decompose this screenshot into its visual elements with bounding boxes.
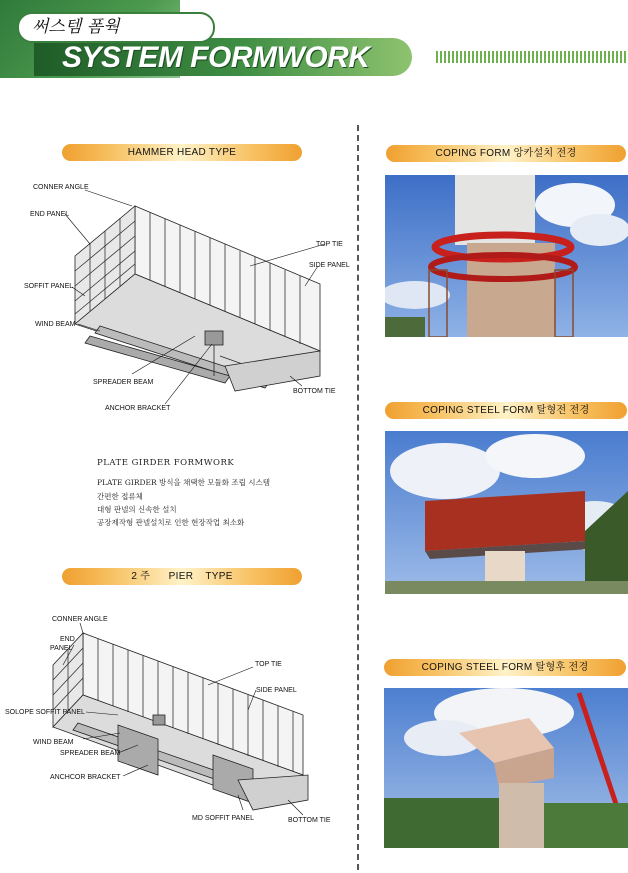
hh-bottom-tie-callout: BOTTOM TIE [293, 388, 336, 395]
pier-spreader-beam-callout: SPREADER BEAM [60, 750, 121, 757]
plate-girder-line-2: 간편한 접류체 [97, 492, 143, 501]
hh-soffit-panel-callout: SOFFIT PANEL [24, 283, 74, 290]
pier-top-tie-callout: TOP TIE [255, 661, 282, 668]
hh-conner-angle-callout: CONNER ANGLE [33, 184, 89, 191]
pier-bottom-tie-callout: BOTTOM TIE [288, 817, 331, 824]
plate-girder-line-4: 공장제작형 판넬설치로 인한 현장작업 최소화 [97, 518, 245, 527]
plate-girder-heading: PLATE GIRDER FORMWORK [97, 458, 235, 468]
hammer-head-type-label: HAMMER HEAD TYPE [62, 144, 302, 161]
header-title-english: SYSTEM FORMWORK [62, 41, 370, 74]
coping-form-anchor-photo [385, 175, 628, 337]
pier-panel-callout: PANEL [50, 645, 73, 652]
photo-1-label: COPING FORM 앙카설치 전경 [386, 145, 626, 162]
plate-girder-line-1: PLATE GIRDER 방식을 채택한 모듈화 조립 시스템 [97, 478, 270, 487]
photo-3-label: COPING STEEL FORM 탈형후 전경 [384, 659, 626, 676]
pier-end-callout: END [60, 636, 75, 643]
hammer-head-diagram [20, 176, 360, 416]
header-title-korean: 써스템 폼웍 [17, 12, 215, 43]
coping-steel-form-before-photo [385, 431, 628, 594]
hh-top-tie-callout: TOP TIE [316, 241, 343, 248]
pier-solope-soffit-panel-callout: SOLOPE SOFFIT PANEL [5, 709, 85, 716]
pier-side-panel-callout: SIDE PANEL [256, 687, 297, 694]
hh-spreader-beam-callout: SPREADER BEAM [93, 379, 154, 386]
pier-conner-angle-callout: CONNER ANGLE [52, 616, 108, 623]
header-tick-decoration [436, 51, 626, 63]
hh-side-panel-callout: SIDE PANEL [309, 262, 350, 269]
plate-girder-line-3: 대형 판넬의 신속한 설치 [97, 505, 177, 514]
hh-end-panel-callout: END PANEL [30, 211, 70, 218]
pier-type-label: 2 주 PIER TYPE [62, 568, 302, 585]
pier-wind-beam-callout: WIND BEAM [33, 739, 74, 746]
hh-anchor-bracket-callout: ANCHOR BRACKET [105, 405, 171, 412]
pier-md-soffit-panel-callout: MD SOFFIT PANEL [192, 815, 254, 822]
coping-steel-form-after-photo [384, 688, 628, 848]
pier-anchcor-bracket-callout: ANCHCOR BRACKET [50, 774, 121, 781]
photo-2-label: COPING STEEL FORM 탈형전 전경 [385, 402, 627, 419]
hh-wind-beam-callout: WIND BEAM [35, 321, 76, 328]
